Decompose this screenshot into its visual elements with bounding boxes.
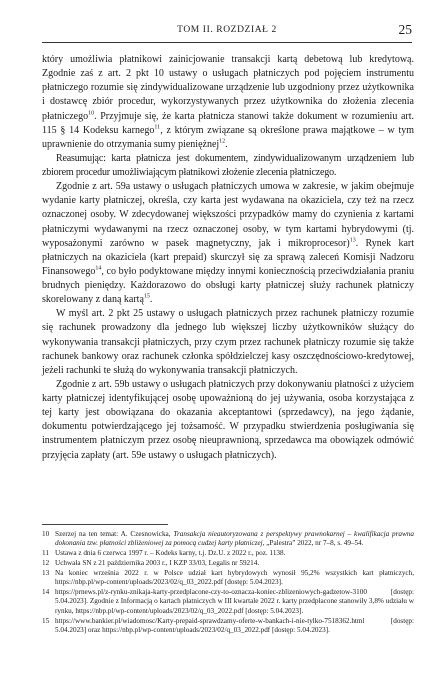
text-run: , z którym związane są określone prawa majątkowe – w tym uprawnienie do otrzymania sumy pieniężnej: [42, 124, 415, 150]
text-run: .: [149, 294, 153, 306]
footnote: [42, 559, 414, 568]
footnote: [42, 569, 414, 588]
footnote-ref: 11: [154, 124, 161, 131]
footnote-ref: 14: [95, 265, 102, 272]
text-run: Zgodnie z art. 59b ustawy o usługach płatniczych przy dokonywaniu płatności z użyciem karty płatniczej identyfikującej osobę upoważnioną do jej używania, osoba korzystająca z tej karty jest obowiązana do okazania akceptantowi (sprzedawcy), na jego żądanie, dokumentu potwierdzającego jej tożsamość. W przypadku stwierdzenia posługiwania się instrumentem płatniczym przez osobę nieuprawnioną, sprzedawca ma obowiązek odmówić przyjęcia zapłaty (art. 59e ustawy o usługach płatniczych).: [42, 378, 414, 461]
footnote-number: 13: [42, 568, 50, 577]
footnote: [42, 549, 414, 558]
text-run: który umożliwia płatnikowi zainicjowanie transakcji kartą debetową lub kredytową. Zgodnie zaś z art. 2 pkt 10 ustawy o usługach płatniczych pod pojęciem instrumentu płatniczego rozumie się zindywidualizowane urządzenie lub uzgodniony przez użytkownika i dostawcę zbiór procedur, wykorzystywanych przez użytkownika do złożenia zlecenia płatniczego: [42, 54, 414, 122]
text-run: https://prnews.pl/z-rynku-znikaja-karty-przedplacone-czy-to-oznacza-koniec-zblizeniowych-gadzetow-3100 [dostęp: 5.04.2023]. Zgodnie z Informacją o kartach płatniczych w III kwartale 2022 r. karty przedpłacone stanowiły 3,8% udziału w rynku, https://nbp.pl/wp-content/uploads/2023/02/q_03_2022.pdf [dostęp: 5.04.2023].: [55, 588, 414, 615]
running-header-title: TOM II. ROZDZIAŁ 2: [177, 25, 277, 35]
italic-text: Transakcja nieautoryzowana z perspektywy prawnokarnej – kwalifikacja prawna dokonania tzw. płatności zbliżeniowej za pomocą cudzej karty płatniczej: [55, 530, 414, 548]
paragraph: [42, 378, 414, 463]
footnote-ref: 15: [143, 293, 150, 300]
footnote: [42, 588, 414, 616]
paragraph: [42, 307, 414, 378]
text-run: W myśl art. 2 pkt 25 ustawy o usługach płatniczych przez rachunek płatniczy rozumie się rachunek prowadzony dla jednego lub większej liczby użytkowników służący do wykonywania transakcji płatniczych, przy czym przez rachunek płatniczy rozumie się także rachunek bankowy oraz rachunek członka spółdzielczej kasy oszczędnościowo-kredytowej, jeżeli rachunki te służą do wykonywania transakcji płatniczych.: [42, 308, 414, 376]
text-run: Na koniec września 2022 r. w Polsce udział kart hybrydowych wynosił 95,2% wszystkich kart płatniczych, https://nbp.pl/wp-content/uploads/2023/02/q_03_2022.pdf [dostęp: 5.04.2023].: [55, 568, 414, 587]
footnote-number: 14: [42, 588, 50, 597]
page-number: 25: [398, 22, 412, 37]
footnote-number: 12: [42, 559, 50, 568]
paragraph: [42, 53, 414, 152]
text-run: , co było podyktowane między innymi koniecznością przeciwdziałania praniu brudnych pieniędzy. Każdorazowo do obsługi karty płatniczej służy rachunek płatniczy skorelowany z daną kartą: [42, 265, 414, 306]
running-header: [42, 20, 412, 42]
text-run: Szerzej na ten temat: A. Czesnowicka,: [55, 530, 174, 538]
text-run: Uchwała SN z 21 października 2003 r., I KZP 33/03, Legalis nr 59214.: [55, 559, 260, 568]
footnote-ref: 12: [219, 138, 226, 145]
footnote: [42, 617, 414, 636]
header-rule: [42, 42, 412, 43]
paragraph: [42, 180, 414, 307]
text-run: Zgodnie z art. 59a ustawy o usługach płatniczych umowa w zakresie, w jakim obejmuje wydanie karty płatniczej, określa, czy karta jest wydawana na okaziciela, czy też na rzecz oznaczonej osoby. W zdecydowanej większości przypadków mamy do czynienia z kartami płatniczymi wydawanymi na rzecz oznaczonej osoby, w tym kartami hybrydowymi (tj. wyposażonymi zarówno w pasek magnetyczny, jak i mikroprocesor): [42, 181, 414, 249]
text-run: Ustawa z dnia 6 czerwca 1997 r. – Kodeks karny, t.j. Dz.U. z 2022 r., poz. 1138.: [55, 549, 286, 558]
footnote-ref: 10: [88, 110, 95, 117]
text-run: https://www.bankier.pl/wiadomosc/Karty-prepaid-sprawdzamy-oferte-w-bankach-i-nie-tylko-7518362.html [dostęp: 5.04.2023] oraz https://nbp.pl/wp-content/uploads/2023/02/q_03_2022.pdf [dostęp: 5.04.2023].: [55, 616, 414, 634]
paragraph: [42, 152, 414, 180]
footnote: [42, 530, 414, 549]
footnote-separator: [42, 524, 168, 525]
text-run: . Rynek kart płatniczych na okaziciela (kart prepaid) skurczył się za sprawą zaleceń Komisji Nadzoru Finansowego: [42, 237, 414, 277]
footnote-number: 15: [42, 616, 50, 625]
footnote-ref: 13: [349, 237, 356, 244]
footnote-number: 11: [42, 549, 49, 558]
footnotes: [42, 530, 414, 635]
text-run: .: [225, 138, 228, 150]
footnote-number: 10: [42, 530, 50, 538]
body-text: [42, 53, 414, 463]
text-run: , „Palestra” 2022, nr 7–8, s. 49–54.: [262, 539, 364, 548]
text-run: . Przyjmuje się, że karta płatnicza stanowi także dokument w rozumieniu art. 115 § 14 Kodeksu karnego: [42, 110, 414, 136]
text-run: Reasumując: karta płatnicza jest dokumentem, zindywidualizowanym urządzeniem lub zbiorem procedur umożliwiającym płatnikowi złożenie zlecenia płatniczego.: [42, 152, 414, 178]
